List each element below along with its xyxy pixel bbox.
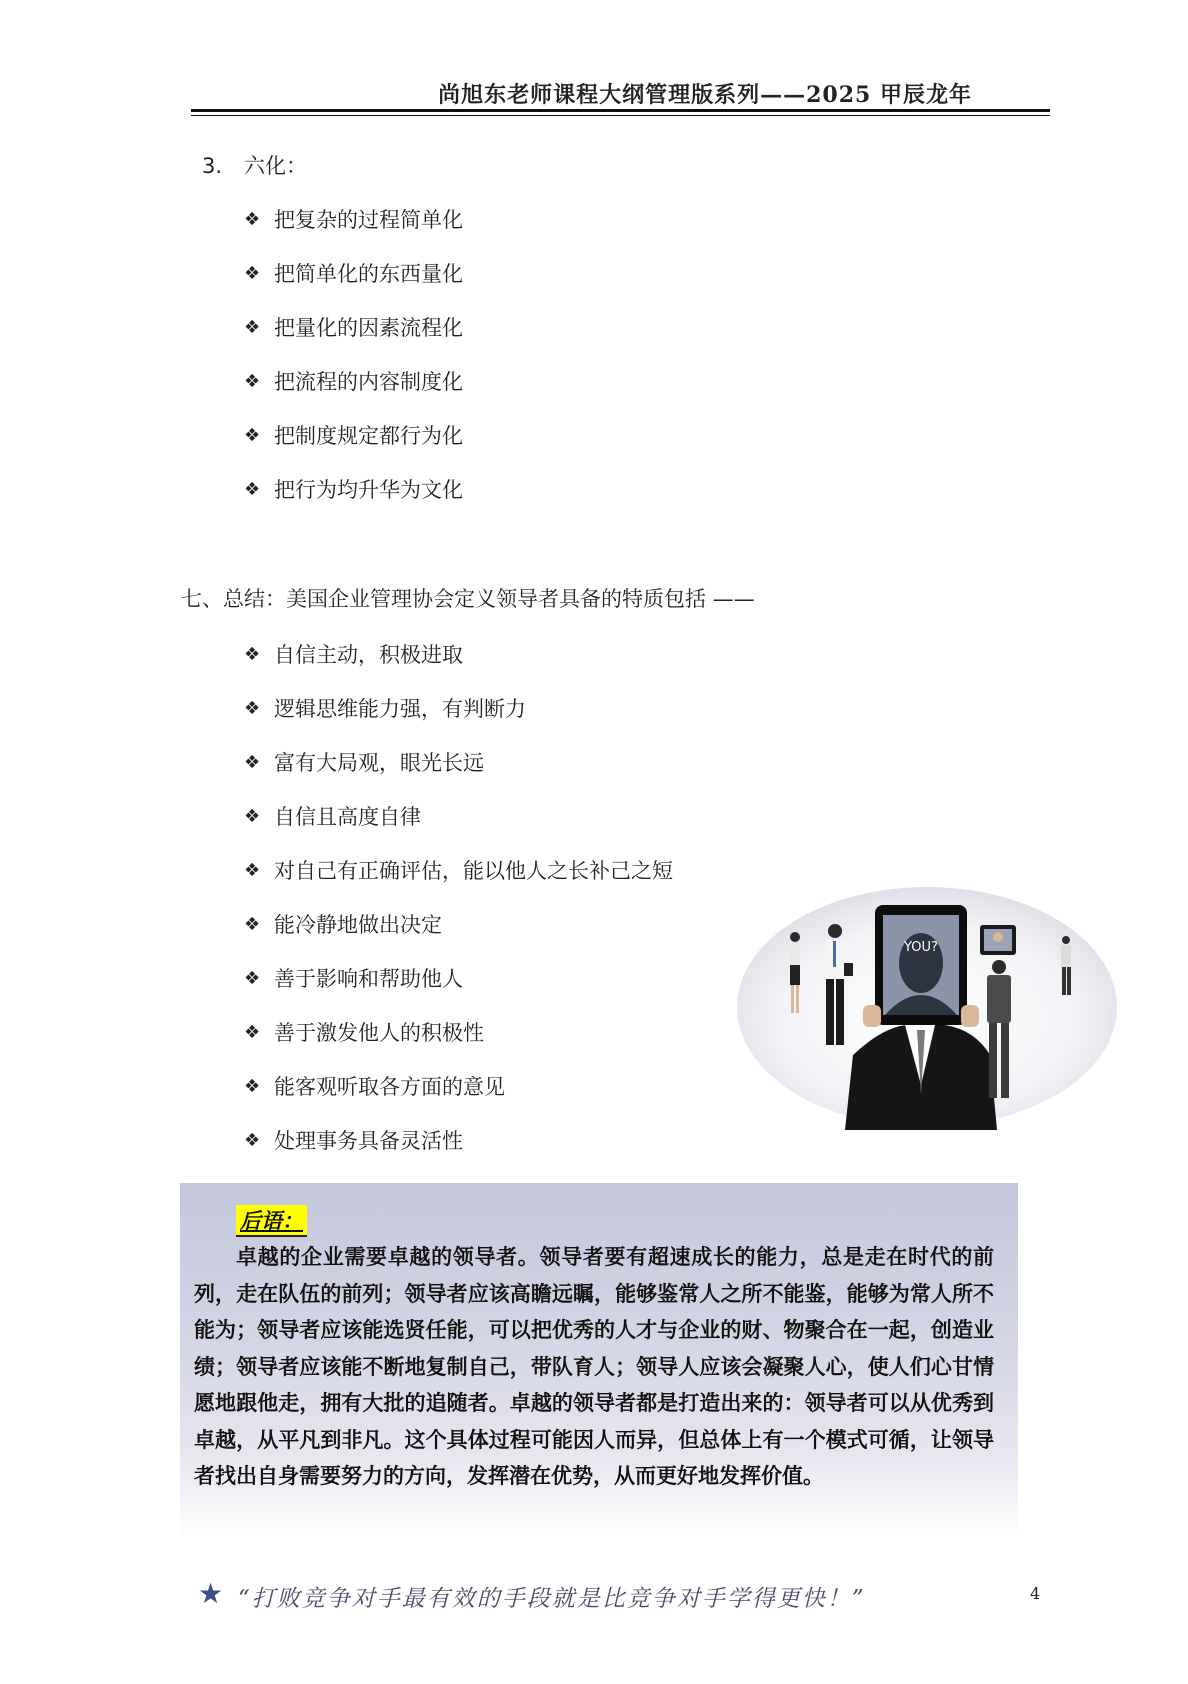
diamond-bullet-icon: ❖	[244, 968, 261, 989]
diamond-bullet-icon: ❖	[244, 698, 261, 719]
list-item-text: 自信主动，积极进取	[274, 643, 463, 667]
list-item-text: 逻辑思维能力强，有判断力	[274, 697, 526, 721]
list-item	[244, 367, 463, 421]
star-icon: ★	[198, 1577, 224, 1610]
diamond-bullet-icon: ❖	[244, 425, 261, 446]
diamond-bullet-icon: ❖	[244, 914, 261, 935]
list-item	[244, 748, 673, 802]
list-item	[244, 640, 673, 694]
list-item	[244, 1072, 673, 1126]
list-item	[244, 694, 673, 748]
list-item-text: 把行为均升华为文化	[274, 478, 463, 502]
list-item	[244, 910, 673, 964]
list-item	[244, 259, 463, 313]
section-3-title: 六化：	[244, 154, 307, 178]
list-item	[244, 802, 673, 856]
list-item-text: 把流程的内容制度化	[274, 370, 463, 394]
list-item-text: 对自己有正确评估，能以他人之长补己之短	[274, 859, 673, 883]
list-item	[244, 421, 463, 475]
diamond-bullet-icon: ❖	[244, 644, 261, 665]
section-3-number: 3.	[202, 154, 223, 178]
list-item-text: 富有大局观，眼光长远	[274, 751, 484, 775]
list-item-text: 把复杂的过程简单化	[274, 208, 463, 232]
list-item	[244, 205, 463, 259]
list-item-text: 把量化的因素流程化	[274, 316, 463, 340]
afterword-box	[180, 1183, 1018, 1538]
list-item-text: 自信且高度自律	[274, 805, 421, 829]
section-7-heading: 七、总结：美国企业管理协会定义领导者具备的特质包括 ——	[181, 587, 755, 611]
diamond-bullet-icon: ❖	[244, 752, 261, 773]
diamond-bullet-icon: ❖	[244, 317, 261, 338]
diamond-bullet-icon: ❖	[244, 1130, 261, 1151]
list-item	[244, 964, 673, 1018]
diamond-bullet-icon: ❖	[244, 479, 261, 500]
afterword-title: 后语：	[236, 1205, 307, 1237]
tablet-screen-text: YOU?	[904, 940, 938, 955]
list-item-text: 善于激发他人的积极性	[274, 1021, 484, 1045]
afterword-body: 卓越的企业需要卓越的领导者。领导者要有超速成长的能力，总是走在时代的前列，走在队伍的前列；领导者应该高瞻远瞩，能够鉴常人之所不能鉴，能够为常人所不能为；领导者应该能选贤任能，可以把优秀的人才与企业的财、物聚合在一起，创造业绩；领导者应该能不断地复制自己，带队育人；领导人应该会凝聚人心，使人们心甘情愿地跟他走，拥有大批的追随者。卓越的领导者都是打造出来的：领导者可以从优秀到卓越，从平凡到非凡。这个具体过程可能因人而异，但总体上有一个模式可循，让领导者找出自身需要努力的方向，发挥潜在优势，从而更好地发挥价值。	[194, 1245, 994, 1488]
leadership-illustration	[735, 885, 1120, 1130]
list-item-text: 把制度规定都行为化	[274, 424, 463, 448]
header-title: 尚旭东老师课程大纲管理版系列——2025 甲辰龙年	[438, 82, 972, 108]
list-item	[244, 1018, 673, 1072]
footer-quote: “打败竞争对手最有效的手段就是比竞争对手学得更快！”	[238, 1586, 866, 1612]
diamond-bullet-icon: ❖	[244, 263, 261, 284]
diamond-bullet-icon: ❖	[244, 1076, 261, 1097]
section-3-list	[244, 205, 463, 529]
diamond-bullet-icon: ❖	[244, 209, 261, 230]
list-item-text: 能客观听取各方面的意见	[274, 1075, 505, 1099]
diamond-bullet-icon: ❖	[244, 860, 261, 881]
list-item-text: 善于影响和帮助他人	[274, 967, 463, 991]
section-7-list	[244, 640, 673, 1180]
list-item-text: 处理事务具备灵活性	[274, 1129, 463, 1153]
list-item	[244, 856, 673, 910]
list-item	[244, 313, 463, 367]
list-item-text: 把简单化的东西量化	[274, 262, 463, 286]
list-item	[244, 1126, 673, 1180]
diamond-bullet-icon: ❖	[244, 1022, 261, 1043]
diamond-bullet-icon: ❖	[244, 371, 261, 392]
header-rule-thick	[191, 109, 1050, 112]
list-item	[244, 475, 463, 529]
page-number: 4	[1030, 1584, 1041, 1603]
section-3-heading	[202, 150, 307, 180]
header-rule-thin	[191, 115, 1050, 116]
list-item-text: 能冷静地做出决定	[274, 913, 442, 937]
diamond-bullet-icon: ❖	[244, 806, 261, 827]
